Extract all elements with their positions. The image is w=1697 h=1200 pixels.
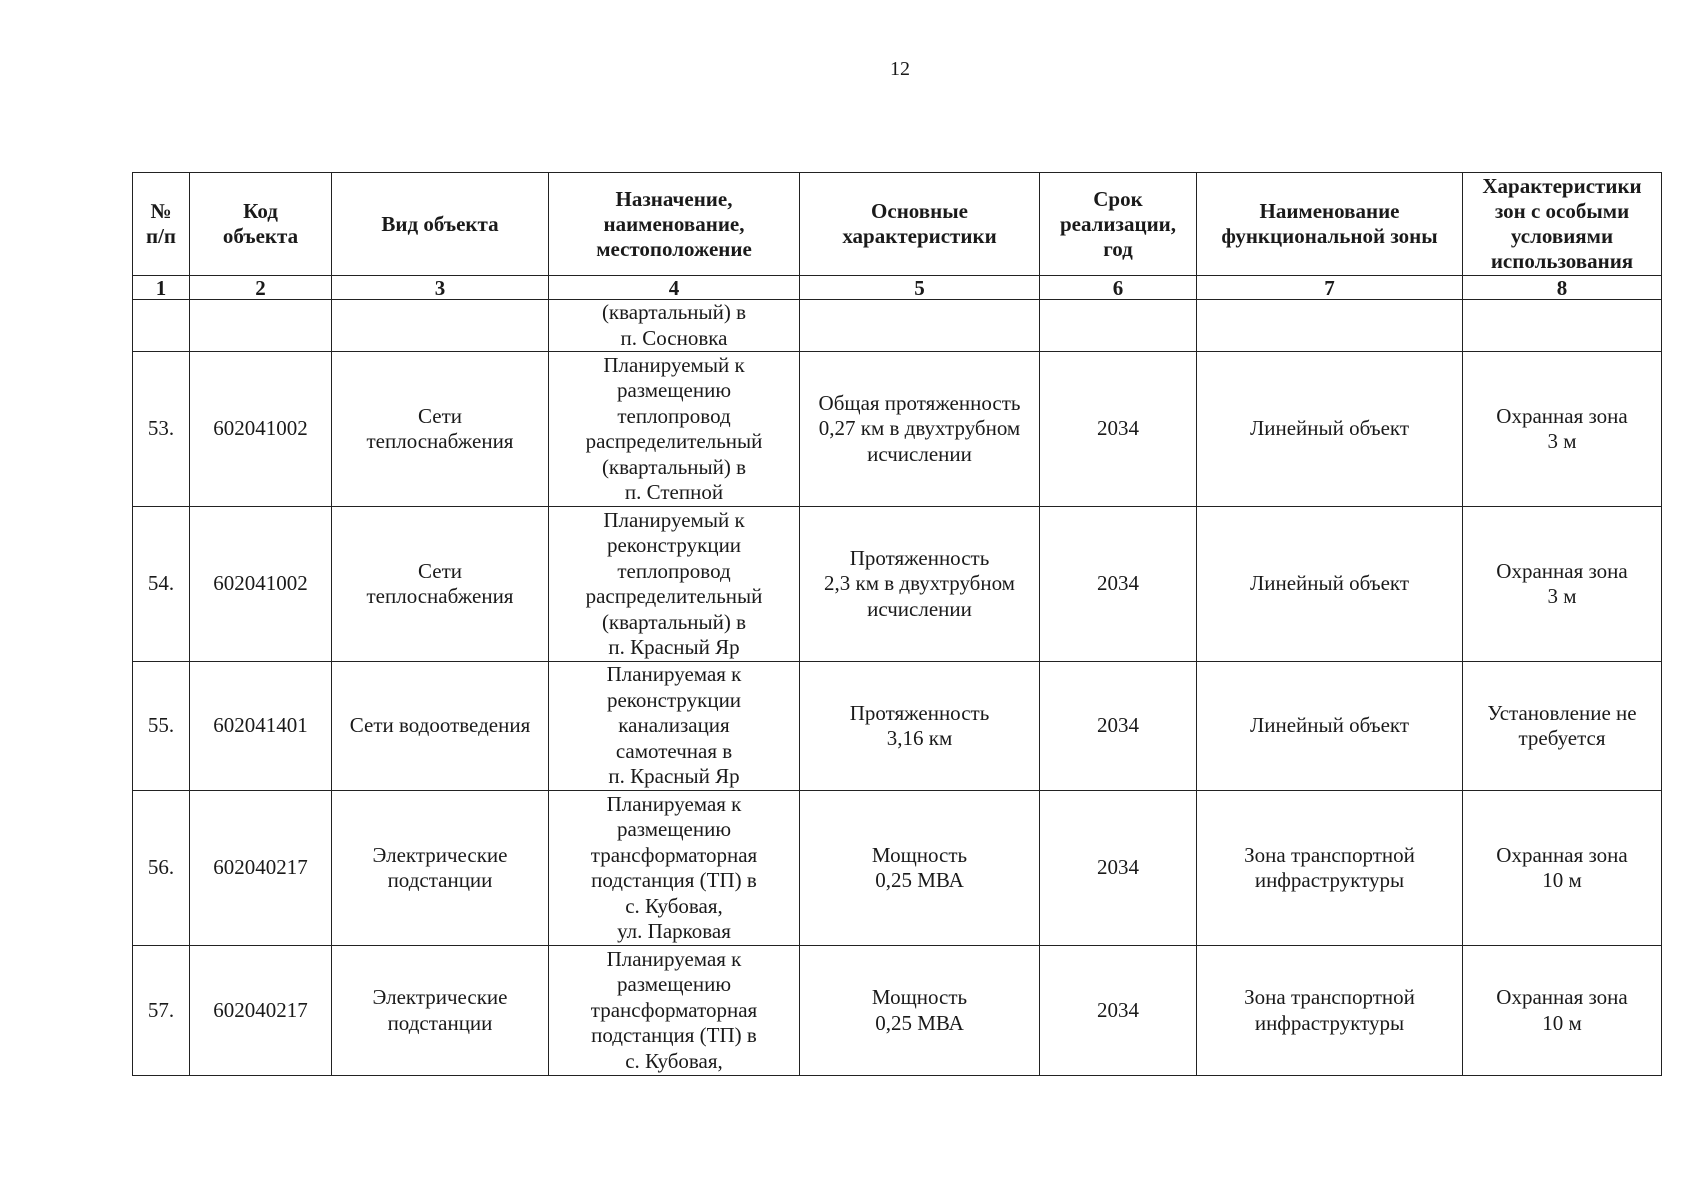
cell-zone bbox=[1197, 300, 1463, 352]
cell-code: 602041002 bbox=[190, 507, 332, 662]
column-number: 1 bbox=[133, 276, 190, 300]
cell-name: Планируемая к реконструкции канализация самотечная в п. Красный Яр bbox=[549, 662, 800, 791]
page-number: 12 bbox=[890, 58, 910, 80]
cell-type: Электрические подстанции bbox=[332, 946, 549, 1076]
header-cell-special-zone: Характеристики зон с особыми условиями использования bbox=[1463, 173, 1662, 276]
cell-type: Сети теплоснабжения bbox=[332, 352, 549, 507]
cell-type: Сети теплоснабжения bbox=[332, 507, 549, 662]
cell-name: (квартальный) в п. Сосновка bbox=[549, 300, 800, 352]
cell-type: Электрические подстанции bbox=[332, 791, 549, 946]
table-row bbox=[133, 507, 1662, 662]
cell-characteristics: Протяженность 3,16 км bbox=[800, 662, 1040, 791]
cell-code: 602041401 bbox=[190, 662, 332, 791]
cell-code bbox=[190, 300, 332, 352]
table-row bbox=[133, 662, 1662, 791]
cell-special-zone: Охранная зона 10 м bbox=[1463, 946, 1662, 1076]
header-cell-type: Вид объекта bbox=[332, 173, 549, 276]
cell-name: Планируемый к реконструкции теплопровод распределительный (квартальный) в п. Красный Яр bbox=[549, 507, 800, 662]
header-cell-num: № п/п bbox=[133, 173, 190, 276]
table-row bbox=[133, 946, 1662, 1076]
cell-characteristics: Протяженность 2,3 км в двухтрубном исчислении bbox=[800, 507, 1040, 662]
cell-num: 57. bbox=[133, 946, 190, 1076]
objects-table bbox=[132, 172, 1662, 1076]
column-number: 6 bbox=[1040, 276, 1197, 300]
cell-characteristics: Общая протяженность 0,27 км в двухтрубном исчислении bbox=[800, 352, 1040, 507]
cell-characteristics: Мощность 0,25 МВА bbox=[800, 946, 1040, 1076]
column-number: 8 bbox=[1463, 276, 1662, 300]
cell-year: 2034 bbox=[1040, 507, 1197, 662]
column-number: 5 bbox=[800, 276, 1040, 300]
column-number-row bbox=[133, 276, 1662, 300]
cell-num: 54. bbox=[133, 507, 190, 662]
cell-zone: Зона транспортной инфраструктуры bbox=[1197, 791, 1463, 946]
column-number: 7 bbox=[1197, 276, 1463, 300]
cell-num bbox=[133, 300, 190, 352]
header-cell-zone: Наименование функциональной зоны bbox=[1197, 173, 1463, 276]
cell-zone: Линейный объект bbox=[1197, 352, 1463, 507]
cell-characteristics: Мощность 0,25 МВА bbox=[800, 791, 1040, 946]
cell-year: 2034 bbox=[1040, 352, 1197, 507]
cell-code: 602041002 bbox=[190, 352, 332, 507]
cell-special-zone: Охранная зона 10 м bbox=[1463, 791, 1662, 946]
cell-type bbox=[332, 300, 549, 352]
cell-year bbox=[1040, 300, 1197, 352]
header-cell-characteristics: Основные характеристики bbox=[800, 173, 1040, 276]
cell-code: 602040217 bbox=[190, 946, 332, 1076]
cell-special-zone bbox=[1463, 300, 1662, 352]
table-row bbox=[133, 791, 1662, 946]
header-cell-year: Срок реализации, год bbox=[1040, 173, 1197, 276]
table-row-continuation bbox=[133, 300, 1662, 352]
cell-code: 602040217 bbox=[190, 791, 332, 946]
table-row bbox=[133, 352, 1662, 507]
header-cell-name: Назначение, наименование, местоположение bbox=[549, 173, 800, 276]
cell-special-zone: Охранная зона 3 м bbox=[1463, 352, 1662, 507]
cell-special-zone: Установление не требуется bbox=[1463, 662, 1662, 791]
cell-name: Планируемый к размещению теплопровод распределительный (квартальный) в п. Степной bbox=[549, 352, 800, 507]
cell-name: Планируемая к размещению трансформаторная подстанция (ТП) в с. Кубовая, ул. Парковая bbox=[549, 791, 800, 946]
cell-num: 53. bbox=[133, 352, 190, 507]
cell-zone: Линейный объект bbox=[1197, 662, 1463, 791]
column-number: 4 bbox=[549, 276, 800, 300]
cell-num: 55. bbox=[133, 662, 190, 791]
cell-characteristics bbox=[800, 300, 1040, 352]
column-number: 2 bbox=[190, 276, 332, 300]
cell-special-zone: Охранная зона 3 м bbox=[1463, 507, 1662, 662]
cell-zone: Линейный объект bbox=[1197, 507, 1463, 662]
column-number: 3 bbox=[332, 276, 549, 300]
cell-year: 2034 bbox=[1040, 946, 1197, 1076]
cell-year: 2034 bbox=[1040, 662, 1197, 791]
cell-type: Сети водоотведения bbox=[332, 662, 549, 791]
cell-name: Планируемая к размещению трансформаторная подстанция (ТП) в с. Кубовая, bbox=[549, 946, 800, 1076]
cell-num: 56. bbox=[133, 791, 190, 946]
cell-year: 2034 bbox=[1040, 791, 1197, 946]
header-cell-code: Код объекта bbox=[190, 173, 332, 276]
cell-zone: Зона транспортной инфраструктуры bbox=[1197, 946, 1463, 1076]
table-header-row bbox=[133, 173, 1662, 276]
